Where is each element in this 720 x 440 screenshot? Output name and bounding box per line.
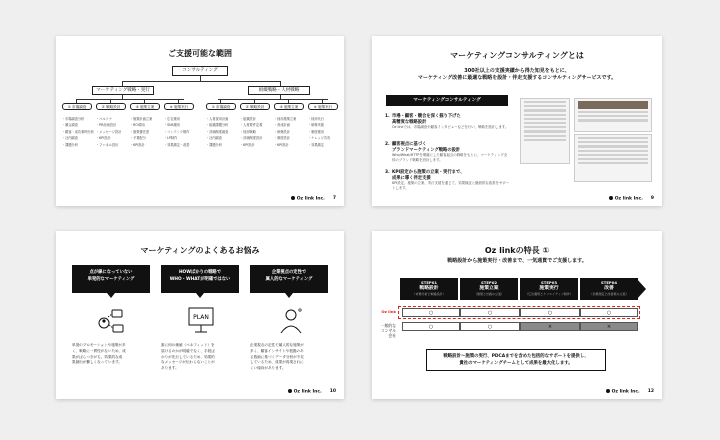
tree-branch-marketing: マーケティング戦略・実行 [92, 86, 154, 95]
slide3-title: マーケティングのよくあるお悩み [140, 246, 260, 255]
problem-card-1: 点が線になっていない 単発的なマーケティング [72, 265, 150, 293]
category-leaf-list [240, 116, 262, 148]
slide-common-problems[interactable] [56, 231, 344, 399]
leaf-item: ・施策計画立案 [130, 117, 153, 121]
leaf-item: ・ROI算出 [130, 123, 146, 128]
cell-general-4: × [580, 322, 638, 331]
leaf-item: ・PR計画設計 [96, 123, 117, 128]
plan-board-label: PLAN [193, 314, 209, 321]
leaf-item: ・予算配分 [130, 136, 146, 141]
feature-item-2: 2. 顧客視点に基づく ブランドマーケティング戦略の設計 Who/What/HTTPを明確にした顧客起点の戦略をもとに、マーケティング全体のブランド戦略を設計します。 [385, 142, 508, 162]
leaf-item: ・ファネル設計 [96, 142, 119, 147]
slide2-subtitle: 300社以上の支援実績から得た知見をもとに、 マーケティング改善に最適な戦略を設計・伴走支援するコンサルティングサービスです。 [417, 68, 617, 81]
slide2-page-number: 9 [650, 195, 654, 201]
leaf-item: ・競合調査 [62, 123, 78, 128]
leaf-item: ・人材採用計画 [206, 117, 229, 121]
slide-consulting-overview[interactable] [372, 36, 662, 206]
screenshot-thumbnail-3 [574, 134, 652, 182]
screenshot-thumbnail-2 [574, 98, 652, 132]
leaf-item: ・効果測定・改善 [164, 142, 190, 147]
slide2-footer: Oz link Inc. 9 [609, 196, 654, 202]
leaf-item: ・研修実施 [308, 123, 324, 128]
category-leaf-list [308, 116, 330, 148]
problem-text-3: 企業視点の定性で属人的な施策が 多く、顧客インサイトや根拠のあ る数値に基づくデータ分析が不足 しているため、成果が再現されに くい傾向があります。 [250, 343, 304, 371]
category-box: ④ 施策実行 [308, 103, 338, 110]
leaf-item: ・KPI設計 [274, 142, 289, 147]
row-label-ozlink: Oz link [381, 309, 396, 314]
leaf-item: ・制度設計 [274, 136, 290, 141]
row-label-general: 一般的なコンサル会社 [380, 323, 396, 338]
leaf-item: ・施策優先度 [130, 129, 150, 134]
leaf-item: ・社内調査 [206, 136, 222, 141]
step-1: STEP01 戦略設計 （市場分析と戦略設計） [400, 278, 458, 300]
problem-text-2: 誰に何の価値（ベネフィット）を 届けるのかが明確でなく、手段ば かりが先行しているため、効果的 なメッセージが伝わらないことが あります。 [161, 343, 215, 371]
leaf-item: ・組織設計 [240, 117, 256, 121]
leaf-item: ・LP制作 [164, 136, 178, 141]
brand-logo-icon [609, 196, 613, 200]
brand-logo-icon [606, 389, 610, 393]
leaf-item: ・メッセージ設計 [96, 129, 122, 134]
step-2: STEP02 施策立案 （施策と計画の立案） [460, 278, 518, 300]
category-leaf-list [62, 116, 94, 148]
cell-ozlink-1: ○ [402, 308, 460, 317]
leaf-item: ・採用戦略 [240, 129, 256, 134]
feature-item-3: 3. KPI設定から施策の立案・実行まで、 成果に導く伴走支援 KPI設定、施策の立案、実行支援を通じて、効果検証と継続的な改善をサポートします。 [385, 170, 510, 190]
category-box: ③ 施策立案 [130, 103, 160, 110]
problem-card-3: 企業視点の定性で 属人的なマーケティング [250, 265, 328, 293]
slide-features-1[interactable] [372, 231, 662, 399]
feature-item-1: 1. 市場・顧客・競合を深く掘り下げた 高精度な戦略設計 Oz linkでは、市場調査や顧客インタビューなどを行い、戦略を設計します。 [385, 114, 509, 130]
slide4-footer: Oz link Inc. 12 [606, 389, 654, 395]
slide1-page-number: 7 [332, 195, 336, 201]
leaf-item: ・効果測定 [308, 142, 324, 147]
slide4-title: Oz linkの特長 ① [484, 246, 550, 255]
cell-general-2: ○ [460, 322, 520, 331]
leaf-item: ・組織課題分析 [206, 123, 229, 128]
leaf-item: ・ナレッジ共有 [308, 136, 331, 141]
leaf-item: ・ペルソナ [96, 117, 112, 121]
leaf-item: ・評価制度設計 [240, 136, 263, 141]
category-box: ① 市場調査 [206, 103, 236, 110]
leaf-item: ・課題分析 [62, 142, 78, 147]
leaf-item: ・KPI設計 [96, 136, 111, 141]
slide3-footer: Oz link Inc. 10 [288, 389, 336, 395]
slide1-title: ご支援可能な範囲 [168, 49, 232, 58]
cell-ozlink-4: ○ [580, 308, 638, 317]
cell-general-1: ○ [402, 322, 460, 331]
problem-text-1: 単発のプロモーションや施策が多 く、戦略に一貫性がないため、成 果がばらつきがち。効果的な成 果創出が難しくなっています。 [72, 343, 126, 365]
step-4: STEP04 改善 （効果測定と改善策の立案） [580, 278, 638, 300]
category-leaf-list [130, 116, 152, 148]
leaf-item: ・顧客・成功事例分析 [62, 129, 94, 134]
leaf-item: ・評価制度調査 [206, 129, 229, 134]
category-leaf-list [164, 116, 190, 148]
step-3: STEP03 施策実行 （広告運用とクリエイティブ制作） [520, 278, 578, 300]
leaf-item: ・KPI設計 [240, 142, 255, 147]
slide2-title: マーケティングコンサルティングとは [450, 51, 584, 60]
scattered-tasks-icon [96, 305, 126, 335]
brand-logo-icon [291, 196, 295, 200]
leaf-item: ・KPI設計 [130, 142, 145, 147]
leaf-item: ・広告運用 [164, 117, 180, 121]
brand-logo-icon [288, 389, 292, 393]
slide3-page-number: 10 [329, 388, 336, 394]
tree-branch-organization: 組織戦略・人材戦略 [248, 86, 310, 95]
person-thinking-icon [276, 305, 306, 335]
leaf-item: ・市場調査分析 [62, 117, 85, 121]
category-box: ② 戦略設計 [240, 103, 270, 110]
category-box: ④ 施策実行 [164, 103, 194, 110]
screenshot-thumbnail-1 [520, 98, 570, 164]
leaf-item: ・育成計画 [274, 123, 290, 128]
cell-ozlink-3: ○ [520, 308, 580, 317]
cell-ozlink-2: ○ [460, 308, 520, 317]
leaf-item: ・コンテンツ制作 [164, 129, 190, 134]
cell-general-3: × [520, 322, 580, 331]
category-box: ③ 施策立案 [274, 103, 304, 110]
category-leaf-list [96, 116, 121, 148]
category-leaf-list [206, 116, 228, 148]
leaf-item: ・採用施策立案 [274, 117, 297, 121]
plan-board-icon [186, 305, 216, 335]
category-box: ① 市場調査 [62, 103, 92, 110]
category-box: ② 戦略設計 [96, 103, 126, 110]
leaf-item: ・制度運用 [308, 129, 324, 134]
consulting-band: マーケティングコンサルティング [386, 95, 508, 106]
step-arrow-icon [636, 278, 646, 300]
leaf-item: ・研修設計 [274, 129, 290, 134]
slide4-subtitle: 戦略設計から施策実行・改善まで、一気通貫でご支援します。 [447, 258, 587, 264]
leaf-item: ・人材要件定義 [240, 123, 263, 128]
slide4-summary-box: 戦略設計〜施策の実行、PDCAまでを含めた包括的なサポートを提供し、 貴社のマーケティングチームとして成果を最大化します。 [426, 349, 606, 371]
leaf-item: ・社内調査 [62, 136, 78, 141]
slide4-page-number: 12 [647, 388, 654, 394]
slide-support-scope[interactable] [56, 36, 344, 206]
slide1-footer: Oz link Inc. 7 [291, 196, 336, 202]
leaf-item: ・課題分析 [206, 142, 222, 147]
leaf-item: ・SNS運用 [164, 123, 180, 128]
tree-root: コンサルティング [172, 66, 228, 76]
leaf-item: ・採用代行 [308, 117, 324, 121]
problem-card-2: HOWばかりの戦略で WHO・WHATが明確ではない [161, 265, 239, 293]
category-leaf-list [274, 116, 296, 148]
